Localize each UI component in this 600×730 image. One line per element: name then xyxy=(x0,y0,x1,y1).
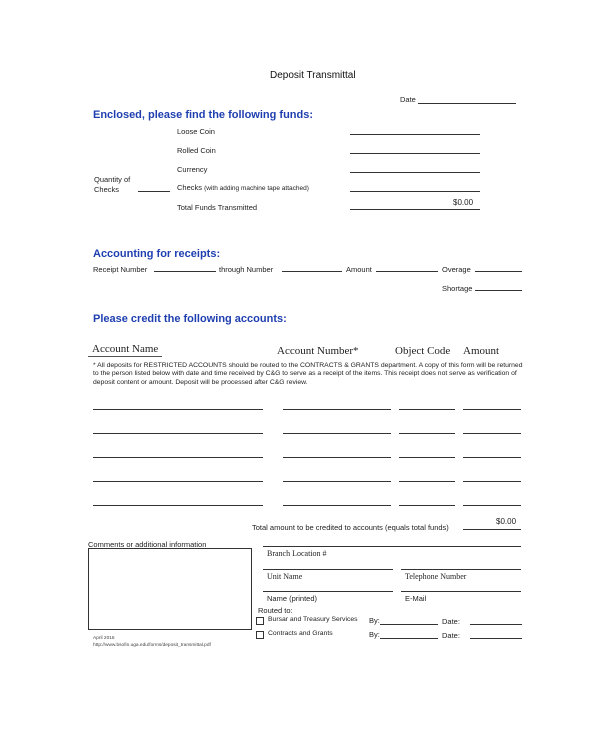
receipt-number-field[interactable] xyxy=(154,271,216,272)
checks-field[interactable] xyxy=(350,191,480,192)
shortage-label: Shortage xyxy=(442,284,473,293)
account-row-2-object[interactable] xyxy=(399,433,455,434)
quantity-of-checks-field[interactable] xyxy=(138,191,170,192)
branch-top-line xyxy=(263,546,521,547)
accounts-total-label: Total amount to be credited to accounts (equals total funds) xyxy=(252,523,449,532)
col-account-name: Account Name xyxy=(92,343,159,355)
loose-coin-label: Loose Coin xyxy=(177,127,215,136)
account-row-4-name[interactable] xyxy=(93,481,263,482)
account-row-5-object[interactable] xyxy=(399,505,455,506)
name-printed-label: Name (printed) xyxy=(267,594,318,603)
account-row-1-name[interactable] xyxy=(93,409,263,410)
total-funds-label: Total Funds Transmitted xyxy=(177,203,258,212)
telephone-field[interactable] xyxy=(401,569,521,570)
name-printed-field[interactable] xyxy=(263,591,393,592)
footer-date: April 2016 xyxy=(93,636,115,641)
account-row-5-name[interactable] xyxy=(93,505,263,506)
restricted-accounts-note: * All deposits for RESTRICTED ACCOUNTS should be routed to the CONTRACTS & GRANTS department. A copy of this form will be returned to the person listed below with date and time received by C&G to serve as a receipt of the items. This receipt does not serve as verification of deposit content or amount. Deposit will be processed after C&G review. xyxy=(93,362,523,386)
account-row-1-number[interactable] xyxy=(283,409,391,410)
col-object-code: Object Code xyxy=(395,345,451,357)
unit-name-field[interactable] xyxy=(263,569,393,570)
quantity-label-1: Quantity of xyxy=(94,175,131,184)
account-row-2-name[interactable] xyxy=(93,433,263,434)
contracts-date-label: Date: xyxy=(442,631,460,640)
contracts-label: Contracts and Grants xyxy=(268,630,333,637)
telephone-label: Telephone Number xyxy=(405,572,467,581)
accounts-total-field[interactable] xyxy=(463,529,521,530)
contracts-checkbox[interactable] xyxy=(256,631,264,639)
routed-to-label: Routed to: xyxy=(258,606,293,615)
email-label: E-Mail xyxy=(405,594,427,603)
account-row-3-amount[interactable] xyxy=(463,457,521,458)
account-row-3-name[interactable] xyxy=(93,457,263,458)
account-row-5-amount[interactable] xyxy=(463,505,521,506)
comments-label: Comments or additional information xyxy=(88,540,207,549)
account-row-1-object[interactable] xyxy=(399,409,455,410)
account-row-4-amount[interactable] xyxy=(463,481,521,482)
account-row-3-number[interactable] xyxy=(283,457,391,458)
account-row-4-number[interactable] xyxy=(283,481,391,482)
checks-note: (with adding machine tape attached) xyxy=(204,185,309,192)
through-number-field[interactable] xyxy=(282,271,342,272)
contracts-by-label: By: xyxy=(369,630,380,639)
account-row-2-number[interactable] xyxy=(283,433,391,434)
funds-heading: Enclosed, please find the following funds: xyxy=(93,109,314,121)
through-number-label: through Number xyxy=(219,265,274,274)
email-field[interactable] xyxy=(401,591,521,592)
date-label: Date xyxy=(400,95,416,104)
overage-label: Overage xyxy=(442,265,471,274)
bursar-date-field[interactable] xyxy=(470,624,522,625)
contracts-date-field[interactable] xyxy=(470,638,522,639)
col-name-underline xyxy=(88,356,162,357)
branch-location-label: Branch Location # xyxy=(267,549,327,558)
account-row-1-amount[interactable] xyxy=(463,409,521,410)
overage-field[interactable] xyxy=(475,271,522,272)
account-row-4-object[interactable] xyxy=(399,481,455,482)
rolled-coin-field[interactable] xyxy=(350,153,480,154)
contracts-by-field[interactable] xyxy=(380,638,438,639)
currency-label: Currency xyxy=(177,165,208,174)
footer-url: http://www.bsofin.uga.edu/forms/deposit_transmittal.pdf xyxy=(93,643,211,648)
bursar-label: Bursar and Treasury Services xyxy=(268,616,358,623)
rolled-coin-label: Rolled Coin xyxy=(177,146,216,155)
bursar-date-label: Date: xyxy=(442,617,460,626)
bursar-checkbox[interactable] xyxy=(256,617,264,625)
account-row-5-number[interactable] xyxy=(283,505,391,506)
checks-label xyxy=(177,183,309,192)
quantity-label-2: Checks xyxy=(94,185,120,194)
bursar-by-label: By: xyxy=(369,616,380,625)
loose-coin-field[interactable] xyxy=(350,134,480,135)
currency-field[interactable] xyxy=(350,172,480,173)
receipt-number-label: Receipt Number xyxy=(93,265,148,274)
total-funds-value: $0.00 xyxy=(453,198,474,207)
shortage-field[interactable] xyxy=(475,290,522,291)
account-row-3-object[interactable] xyxy=(399,457,455,458)
unit-name-label: Unit Name xyxy=(267,572,303,581)
amount-label: Amount xyxy=(346,265,372,274)
accounts-heading: Please credit the following accounts: xyxy=(93,313,287,325)
col-account-number: Account Number* xyxy=(277,345,359,357)
date-field[interactable] xyxy=(418,103,516,104)
page-title: Deposit Transmittal xyxy=(270,70,356,81)
col-amount: Amount xyxy=(463,345,500,357)
amount-field[interactable] xyxy=(376,271,438,272)
comments-box[interactable] xyxy=(88,548,252,630)
account-row-2-amount[interactable] xyxy=(463,433,521,434)
checks-label-text: Checks xyxy=(177,183,203,192)
accounts-total-value: $0.00 xyxy=(496,517,517,526)
receipts-heading: Accounting for receipts: xyxy=(93,248,221,260)
bursar-by-field[interactable] xyxy=(380,624,438,625)
total-funds-field[interactable] xyxy=(350,209,480,210)
